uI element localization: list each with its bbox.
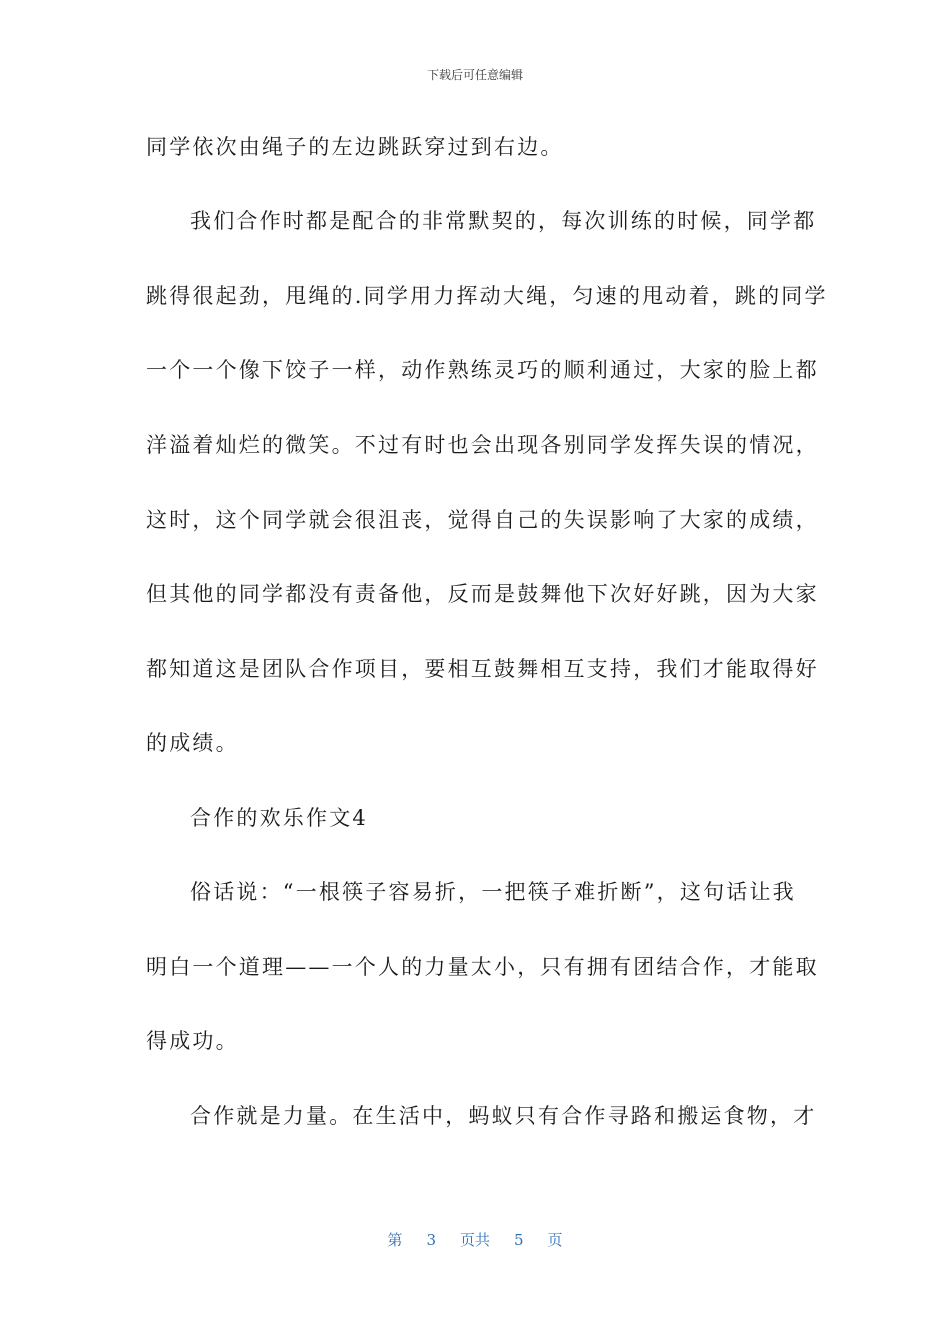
paragraph-line-2: 我们合作时都是配合的非常默契的，每次训练的时候，同学都 [190, 209, 817, 233]
paragraph-line-6: 这时，这个同学就会很沮丧，觉得自己的失误影响了大家的成绩， [146, 508, 819, 532]
paragraph-line-4: 一个一个像下饺子一样，动作熟练灵巧的顺利通过，大家的脸上都 [146, 358, 819, 382]
paragraph-line-5: 洋溢着灿烂的微笑。不过有时也会出现各别同学发挥失误的情况， [146, 433, 819, 457]
paragraph-line-9: 的成绩。 [146, 731, 239, 755]
paragraph-line-12: 明白一个道理——一个人的力量太小，只有拥有团结合作，才能取 [146, 955, 819, 979]
paragraph-line-11: 俗话说：“一根筷子容易折，一把筷子难折断”，这句话让我 [190, 880, 796, 904]
paragraph-line-1: 同学依次由绳子的左边跳跃穿过到右边。 [146, 135, 564, 159]
footer-total-pages: 5 [514, 1231, 524, 1249]
page-header: 下载后可任意编辑 [426, 68, 523, 82]
paragraph-line-7: 但其他的同学都没有责备他，反而是鼓舞他下次好好跳，因为大家 [146, 582, 819, 606]
footer-prefix: 第 [387, 1231, 403, 1249]
paragraph-line-3: 跳得很起劲，甩绳的.同学用力挥动大绳，匀速的甩动着，跳的同学 [146, 284, 828, 308]
paragraph-line-8: 都知道这是团队合作项目，要相互鼓舞相互支持，我们才能取得好 [146, 657, 819, 681]
footer-current-page: 3 [426, 1231, 436, 1249]
footer-middle: 页共 [459, 1231, 490, 1249]
paragraph-line-14: 合作就是力量。在生活中，蚂蚁只有合作寻路和搬运食物，才 [190, 1104, 817, 1128]
page-footer [0, 1229, 950, 1250]
paragraph-line-13: 得成功。 [146, 1029, 239, 1053]
footer-suffix: 页 [547, 1231, 563, 1249]
section-heading: 合作的欢乐作文4 [190, 806, 368, 830]
